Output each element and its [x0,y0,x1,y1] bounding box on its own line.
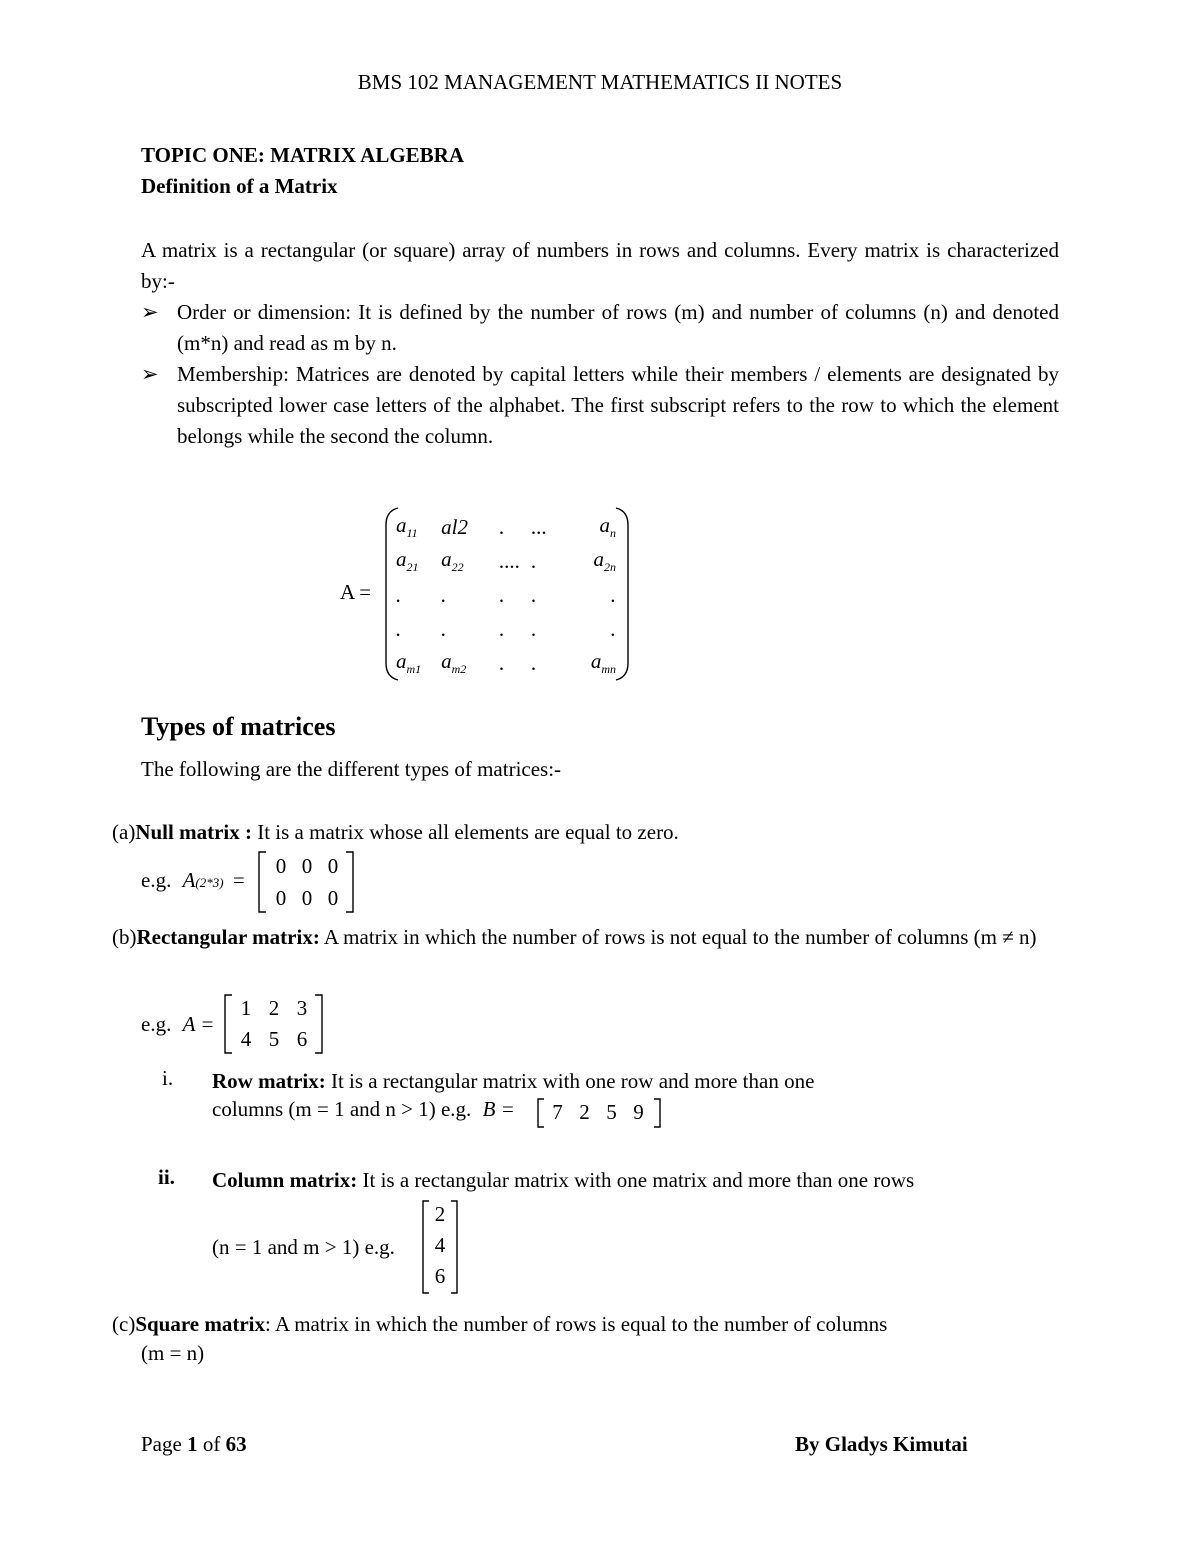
matrix-cell: $a_{21}$ [396,546,419,575]
matrix-cell: . [396,616,402,641]
matrix-cell: . [441,616,447,641]
row-condition: columns (m = 1 and n > 1) e.g. [212,1097,472,1121]
item-desc: : A matrix in which the number of rows is equal to the number of columns [265,1312,888,1336]
item-desc: A matrix in which the number of rows is not equal to the number of columns (m ≠ n) [319,925,1037,949]
author: By Gladys Kimutai [795,1432,968,1456]
item-label: (c) [112,1312,136,1336]
matrix-subscript: (2*3) [195,875,224,890]
matrix-cell: . [531,650,537,675]
matrix-var: A = [182,1012,215,1036]
eg-label: e.g. [141,1012,172,1036]
item-term: Column matrix: [212,1168,358,1192]
item-desc: It is a rectangular matrix with one matrix and more than one rows [357,1168,915,1192]
matrix-cell: al2 [441,514,468,539]
right-bracket-icon [652,1097,662,1129]
item-label: (a) [112,820,136,844]
matrix-cell: 9 [633,1100,644,1124]
matrix-cell: 3 [296,996,308,1020]
matrix-var: B = [482,1097,515,1121]
matrix-var: A [182,868,196,892]
item-desc: It is a rectangular matrix with one row and more than one [325,1069,815,1093]
item-term: Row matrix: [212,1069,326,1093]
list-item [141,297,1059,359]
matrix-cell: . [499,650,505,675]
item-term: Square matrix [135,1312,266,1336]
page-current: 1 [187,1432,198,1456]
section-title: Definition of a Matrix [141,174,338,198]
matrix-cell: 0 [275,885,287,910]
matrix-cell: 0 [327,853,339,878]
matrix-cell: 2 [268,996,280,1020]
page-prefix: Page [141,1432,188,1456]
matrix-cell: . [531,582,537,607]
matrix-row [396,544,616,578]
matrix-cell: $a_{11}$ [396,512,418,541]
matrix-cell: 0 [327,885,339,910]
matrix-cell: 0 [301,885,313,910]
matrix-row [396,612,616,646]
intro-paragraph: A matrix is a rectangular (or square) array of numbers in rows and columns. Every matrix is characterized by:- [141,238,1059,293]
page-header: BMS 102 MANAGEMENT MATHEMATICS II NOTES [357,70,843,94]
column-matrix-grid [429,1199,451,1292]
bullet-text: Membership: Matrices are denoted by capital letters while their members / elements are designated by subscripted lower case letters of the alphabet. The first subscript refers to the row to which the element belongs while the second the column. [177,362,1059,448]
item-term: Rectangular matrix: [136,925,320,949]
rect-matrix-grid [232,993,316,1055]
matrix-cell: 7 [552,1100,563,1124]
row-matrix-item [212,1066,1059,1097]
matrix-cell: 0 [275,853,287,878]
page-number [141,1432,247,1457]
matrix-row [396,578,616,612]
topic-title: TOPIC ONE: MATRIX ALGEBRA [141,143,465,167]
matrix-cell: $a_{mn}$ [590,648,617,677]
matrix-cell: 6 [296,1027,308,1051]
bullet-list [141,297,1059,452]
matrix-cell: . [610,616,617,641]
row-matrix-line2 [212,1097,515,1122]
matrix-cell: 6 [434,1264,446,1288]
matrix-cell: . [610,582,617,607]
matrix-cell: 5 [606,1100,617,1124]
matrix-cell: 4 [434,1233,446,1257]
types-intro: The following are the different types of matrices:- [141,757,562,781]
column-matrix-item [212,1165,1059,1196]
matrix-cell: . [499,582,505,607]
matrix-cell: 0 [301,853,313,878]
matrix-cell: 2 [434,1202,446,1226]
general-matrix-label: A = [340,580,372,604]
matrix-cell: . [531,616,537,641]
equals-sign: = [232,868,245,892]
row-item-label: i. [162,1066,174,1090]
general-matrix [396,510,616,680]
left-bracket-icon [256,850,268,914]
matrix-cell: $a_n$ [599,512,617,541]
arrow-bullet-icon: ➢ [141,300,159,324]
matrix-cell: 2 [579,1100,590,1124]
square-matrix-item [112,1309,1059,1340]
matrix-cell: $a_{m1}$ [396,648,422,677]
matrix-row [396,646,616,680]
matrix-cell: . [441,582,447,607]
matrix-cell: 1 [240,996,252,1020]
null-example [141,868,245,893]
list-item [141,359,1059,452]
item-label: (b) [112,925,137,949]
matrix-cell: $a_{22}$ [441,546,464,575]
rect-example [141,1012,214,1037]
column-condition: (n = 1 and m > 1) e.g. [212,1235,395,1259]
column-item-label: ii. [158,1165,175,1189]
types-heading: Types of matrices [141,712,336,741]
item-term: Null matrix : [135,820,252,844]
matrix-row [396,510,616,544]
matrix-cell: . [396,582,402,607]
page-of: of [197,1432,226,1456]
eg-label: e.g. [141,868,172,892]
rect-matrix-item [112,922,1059,953]
arrow-bullet-icon: ➢ [141,362,159,386]
bullet-text: Order or dimension: It is defined by the number of rows (m) and number of columns (n) and denoted (m*n) and read as m by n. [177,300,1059,355]
matrix-cell: $a_{2n}$ [593,546,617,575]
matrix-cell: . [531,548,537,573]
null-matrix-item [112,820,679,845]
matrix-cell: ... [531,514,548,539]
matrix-cell: $a_{m2}$ [441,648,467,677]
row-matrix-grid [544,1097,652,1128]
page-total: 63 [225,1432,247,1456]
item-desc: It is a matrix whose all elements are equal to zero. [251,820,679,844]
matrix-cell: . [499,514,505,539]
matrix-cell: 5 [268,1027,280,1051]
matrix-cell: . [499,616,505,641]
matrix-cell: .... [499,548,521,573]
square-condition: (m = n) [141,1341,205,1365]
matrix-cell: 4 [240,1027,252,1051]
null-matrix-grid [268,850,346,914]
